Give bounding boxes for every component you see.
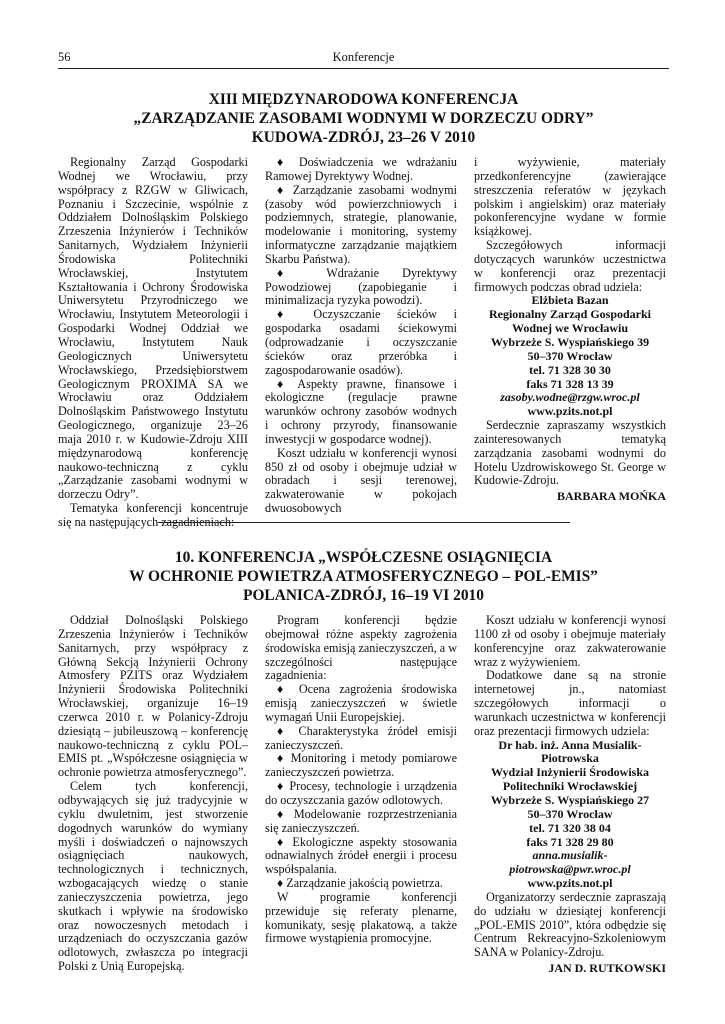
article2-column-1	[58, 614, 248, 974]
bullet-item: ♦ Oczyszczanie ścieków i gospodarka osadami ściekowymi (odprowadzanie i oczyszczanie ścieków oraz przeróbka i zagospodarowanie osadów).	[265, 307, 457, 377]
contact-name: Dr hab. inż. Anna Musialik-Piotrowska	[498, 737, 642, 766]
contact-line: 50–370 Wrocław	[527, 806, 613, 821]
article2-title-line: 10. KONFERENCJA „WSPÓŁCZESNE OSIĄGNIĘCIA	[174, 549, 553, 566]
contact-fax: faks 71 328 29 80	[526, 834, 614, 849]
section-title: Konferencje	[332, 50, 395, 64]
bullet-item: ♦ Wdrażanie Dyrektywy Powodziowej (zapobieganie i minimalizacja ryzyka powodzi).	[265, 265, 457, 308]
paragraph: Koszt udziału w konferencji wynosi 1100 zł od osoby i obejmuje materiały konferencyjne oraz zakwaterowanie wraz z wyżywieniem.	[474, 613, 666, 669]
contact-block	[474, 294, 666, 419]
paragraph: Program konferencji będzie obejmował różne aspekty zagrożenia środowiska emisją zanieczyszczeń, a w szczególności następujące zagadnienia:	[265, 613, 457, 683]
article1-title-line: XIII MIĘDZYNARODOWA KONFERENCJA	[208, 91, 519, 108]
paragraph: Celem tych konferencji, odbywających się już tradycyjnie w cyklu dwuletnim, jest stworzenie dogodnych warunków do wymiany myśli i doświadczeń o najnowszych osiągnięciach naukowych, technologicznych i technicznych, wzbogacających wiedzę o stanie zanieczyszczenia powietrza, jego skutkach i wpływie na środowisko oraz nowoczesnych metodach i urządzeniach do oczyszczania gazów odlotowych, zwłaszcza po integracji Polski z Unią Europejską.	[58, 779, 248, 974]
contact-website: www.pzits.not.pl	[527, 876, 613, 891]
article2-column-2	[265, 614, 457, 946]
paragraph: Serdecznie zapraszamy wszystkich zainteresowanych tematyką zarządzania zasobami wodnymi do Hotelu Uzdrowiskowego St. George w Kudowie-Zdroju.	[474, 418, 666, 488]
contact-line: Regionalny Zarząd Gospodarki	[488, 307, 652, 322]
paragraph: i wyżywienie, materiały przedkonferencyjne (zawierające streszczenia referatów w językach polskim i angielskim) oraz materiały pokonferencyjne wydane w formie książkowej.	[474, 155, 666, 239]
contact-email: zasoby.wodne@rzgw.wroc.pl	[500, 390, 640, 405]
article2-title-line: POLANICA-ZDRÓJ, 16–19 VI 2010	[243, 587, 484, 604]
article2-column-3	[474, 614, 666, 976]
article2-title-line: W OCHRONIE POWIETRZA ATMOSFERYCZNEGO – POL-EMIS”	[129, 568, 598, 585]
article1-column-3	[474, 156, 666, 504]
bullet-item: ♦ Charakterystyka źródeł emisji zanieczyszczeń.	[265, 723, 457, 752]
paragraph: W programie konferencji przewiduje się referaty plenarne, komunikaty, sesję plakatową, a także firmowe wystąpienia promocyjne.	[265, 889, 457, 946]
paragraph: Oddział Dolnośląski Polskiego Zrzeszenia Inżynierów i Techników Sanitarnych, przy współpracy z Główną Sekcją Inżynierii Ochrony Atmosfery PZITS oraz Wydziałem Inżynierii Środowiska Politechniki Wrocławskiej, organizuje 16–19 czerwca 2010 r. w Polanicy-Zdroju dziesiątą – jubileuszową – konferencję naukowo-techniczną z cyklu POL–EMIS pt. „Współczesne osiągnięcia w ochronie powietrza atmosferycznego”.	[58, 613, 248, 780]
bullet-item: ♦ Procesy, technologie i urządzenia do oczyszczania gazów odlotowych.	[265, 779, 457, 807]
author: BARBARA MOŃKA	[556, 489, 666, 504]
bullet-item: ♦ Aspekty prawne, finansowe i ekologiczne (regulacje prawne warunków ochrony zasobów wodnych i ochrony przyrody, finansowanie inwestycji w gospodarce wodnej).	[265, 376, 457, 446]
paragraph: Szczegółowych informacji dotyczących warunków uczestnictwa w konferencji oraz prezentacji firmowych podczas obrad udziela:	[474, 238, 666, 294]
contact-line: 50–370 Wrocław	[527, 348, 613, 363]
article2-title	[58, 548, 669, 605]
paragraph: Dodatkowe dane są na stronie internetowej jn., natomiast szczegółowych informacji o warunkach uczestnictwa w konferencji oraz prezentacji firmowych udziela:	[474, 668, 666, 738]
contact-line: Wybrzeże S. Wyspiańskiego 27	[490, 792, 650, 807]
bullet-item: ♦ Doświadczenia we wdrażaniu Ramowej Dyrektywy Wodnej.	[265, 155, 457, 183]
contact-fax: faks 71 328 13 39	[526, 376, 614, 391]
bullet-item: ♦ Ocena zagrożenia środowiska emisją zanieczyszczeń w świetle wymagań Unii Europejskiej.	[265, 682, 457, 724]
author: JAN D. RUTKOWSKI	[548, 961, 666, 976]
contact-line: Wodnej we Wrocławiu	[511, 321, 628, 336]
article1-title	[58, 90, 669, 147]
article1-column-2	[265, 156, 457, 516]
bullet-item: ♦ Zarządzanie jakością powietrza.	[277, 876, 443, 891]
bullet-item: ♦ Modelowanie rozprzestrzeniania się zanieczyszczeń.	[265, 806, 457, 835]
paragraph: Tematyka konferencji koncentruje się na następujących zagadnieniach:	[58, 501, 248, 529]
bullet-item: ♦ Ekologiczne aspekty stosowania odnawialnych źródeł energii i procesu współspalania.	[265, 834, 457, 877]
paragraph: Koszt udziału w konferencji wynosi 850 zł od osoby i obejmuje udział w obradach i sesji terenowej, zakwaterowanie w pokojach dwuosobowych	[265, 445, 457, 516]
contact-phone: tel. 71 320 38 04	[529, 820, 611, 835]
article1-title-line: KUDOWA-ZDRÓJ, 23–26 V 2010	[251, 129, 476, 146]
contact-phone: tel. 71 328 30 30	[529, 362, 611, 377]
contact-line: Politechniki Wrocławskiej	[502, 779, 638, 794]
paragraph: Regionalny Zarząd Gospodarki Wodnej we Wrocławiu, przy współpracy z RZGW w Gliwicach, Poznaniu i Szczecinie, wspólnie z Oddziałem Dolnośląskim Polskiego Zrzeszenia Inżynierów i Techników Sanitarnych, Wydziałem Inżynierii Środowiska Politechniki Wrocławskiej, Instytutem Kształtowania i Ochrony Środowiska Uniwersytetu Przyrodniczego we Wrocławiu, Instytutem Meteorologii i Gospodarki Wodnej Oddział we Wrocławiu, Instytutem Nauk Geologicznych Uniwersytetu Wrocławskiego, Przedsiębiorstwem Geologicznym PROXIMA SA we Wrocławiu oraz Oddziałem Dolnośląskim Państwowego Instytutu Geologicznego, organizuje 23–26 maja 2010 r. w Kudowie-Zdroju XIII międzynarodową konferencję naukowo-techniczną z cyklu „Zarządzanie zasobami wodnymi w dorzeczu Odry”.	[58, 155, 248, 502]
paragraph: Organizatorzy serdecznie zapraszają do udziału w dziesiątej konferencji „POL-EMIS 2010”, która odbędzie się Centrum Rekreacyjno-Szkoleniowym SANA w Polanicy-Zdroju.	[474, 889, 666, 960]
bullet-item: ♦ Monitoring i metody pomiarowe zanieczyszczeń powietrza.	[265, 751, 457, 780]
page-number: 56	[58, 50, 71, 64]
contact-line: Wydział Inżynierii Środowiska	[490, 765, 650, 780]
article1-title-line: „ZARZĄDZANIE ZASOBAMI WODNYMI W DORZECZU ODRY”	[133, 110, 594, 127]
contact-email: anna.musialik-piotrowska@pwr.wroc.pl	[509, 848, 631, 877]
article-divider	[158, 522, 570, 523]
contact-website: www.pzits.not.pl	[527, 404, 613, 419]
bullet-item: ♦ Zarządzanie zasobami wodnymi (zasoby wód powierzchniowych i podziemnych, strategie, planowanie, modelowanie i monitoring, systemy informatyczne zarządzanie majątkiem Skarbu Państwa).	[265, 182, 457, 266]
article1-column-1	[58, 156, 248, 530]
contact-block	[474, 739, 666, 891]
contact-name: Elżbieta Bazan	[531, 293, 609, 308]
page-header	[58, 46, 669, 69]
contact-line: Wybrzeże S. Wyspiańskiego 39	[490, 334, 650, 349]
